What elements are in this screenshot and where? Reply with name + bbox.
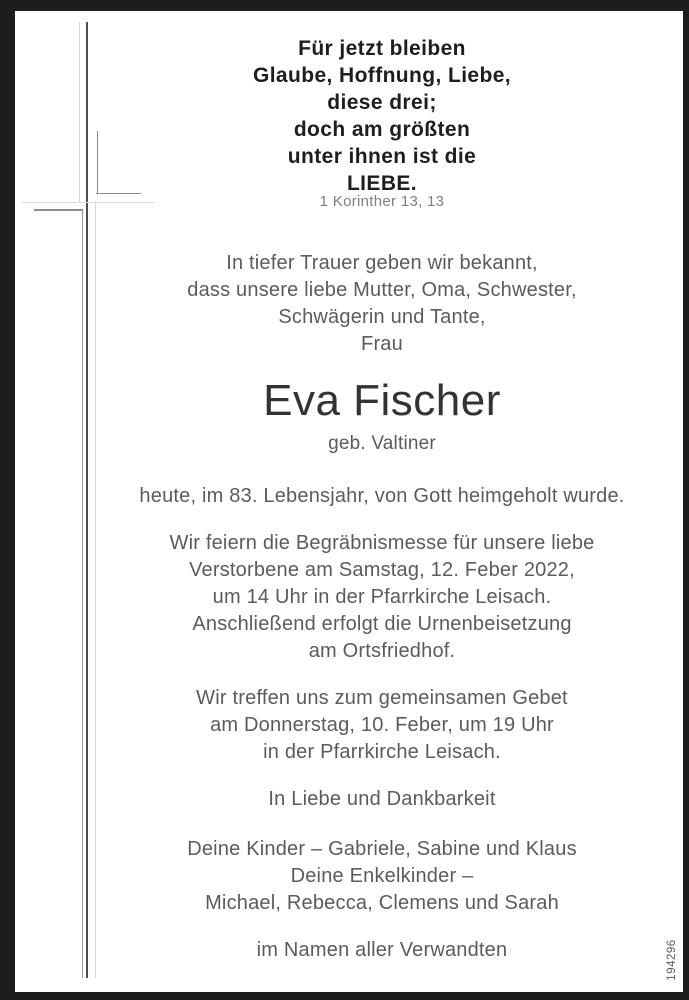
death-statement: heute, im 83. Lebensjahr, von Gott heimgeholt wurde. — [139, 485, 625, 507]
scripture-quote — [82, 35, 682, 197]
funeral-line: um 14 Uhr in der Pfarrkirche Leisach. — [212, 586, 552, 608]
announcement-line: Schwägerin und Tante, — [278, 306, 486, 328]
announcement-line: dass unsere liebe Mutter, Oma, Schwester, — [187, 279, 577, 301]
deceased-name: Eva Fischer — [263, 376, 501, 425]
funeral-line: Wir feiern die Begräbnismesse für unsere liebe — [169, 532, 595, 554]
family-paragraph — [82, 836, 682, 917]
quote-line: unter ihnen ist die — [287, 145, 477, 168]
announcement-line: Frau — [361, 333, 403, 355]
prayer-line: Wir treffen uns zum gemeinsamen Gebet — [196, 687, 568, 709]
prayer-line: in der Pfarrkirche Leisach. — [263, 741, 501, 763]
funeral-line: am Ortsfriedhof. — [308, 640, 456, 662]
quote-line: doch am größten — [293, 118, 471, 141]
cross-line-vertical-light-top — [79, 22, 80, 203]
quote-line: Für jetzt bleiben — [298, 37, 466, 60]
funeral-line: Anschließend erfolgt die Urnenbeisetzung — [192, 613, 572, 635]
funeral-line: Verstorbene am Samstag, 12. Feber 2022, — [189, 559, 575, 581]
cross-bracket-left-horizontal — [34, 209, 83, 211]
obituary-inner — [15, 11, 683, 992]
announcement-line: In tiefer Trauer geben wir bekannt, — [226, 252, 538, 274]
relatives-line: im Namen aller Verwandten — [256, 939, 508, 961]
quote-line: LIEBE. — [346, 172, 418, 195]
gratitude-line: In Liebe und Dankbarkeit — [268, 788, 496, 810]
family-line: Deine Enkelkinder – — [290, 865, 474, 887]
funeral-paragraph — [82, 530, 682, 665]
prayer-paragraph — [82, 685, 682, 766]
reference-number: 194296 — [666, 939, 678, 981]
scripture-citation: 1 Korinther 13, 13 — [319, 193, 445, 210]
family-line: Deine Kinder – Gabriele, Sabine und Klaus — [187, 838, 577, 860]
announcement-paragraph — [82, 250, 682, 358]
family-line: Michael, Rebecca, Clemens und Sarah — [205, 892, 559, 914]
prayer-line: am Donnerstag, 10. Feber, um 19 Uhr — [210, 714, 554, 736]
deceased-birth-name: geb. Valtiner — [328, 433, 436, 454]
quote-line: diese drei; — [327, 91, 437, 114]
quote-line: Glaube, Hoffnung, Liebe, — [252, 64, 512, 87]
